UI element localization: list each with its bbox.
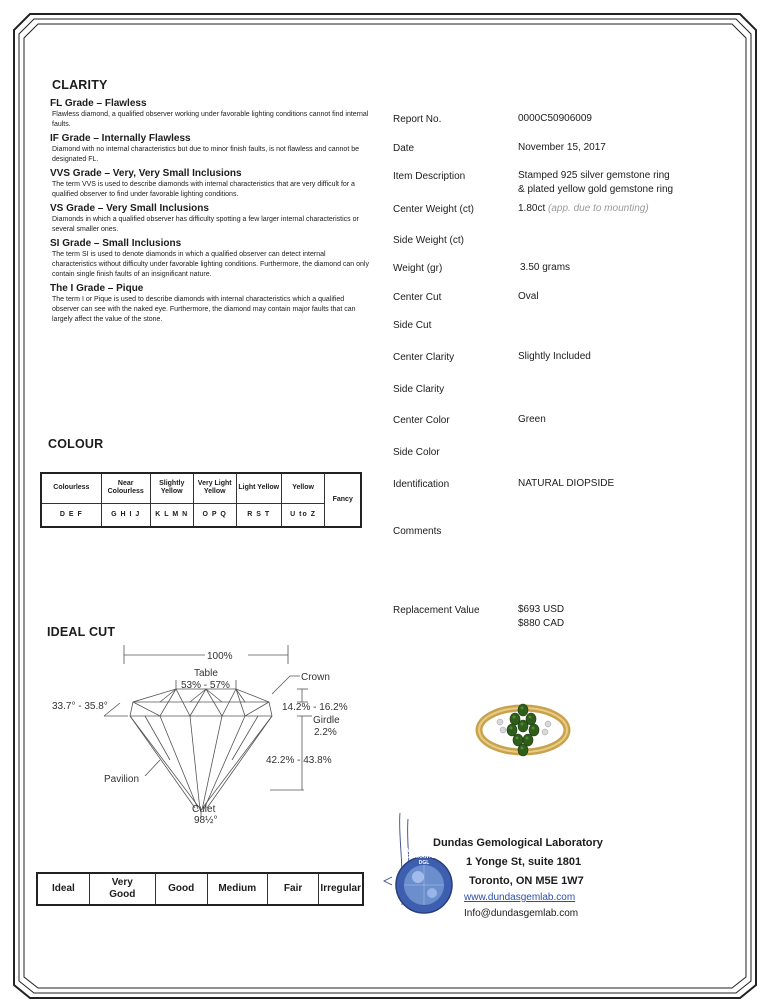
weight-label: Weight (gr): [393, 263, 443, 274]
colour-header-yellow: Yellow: [281, 473, 325, 503]
replacement-value-label: Replacement Value: [393, 605, 480, 616]
clarity-grade-i-title: The I Grade – Pique: [50, 283, 144, 294]
diagram-crown-height-label: 14.2% - 16.2%: [282, 702, 348, 713]
report-no-value: 0000C50906009: [518, 113, 592, 124]
diagram-width-label: 100%: [207, 651, 233, 662]
colour-header-colourless: Colourless: [41, 473, 101, 503]
center-weight-note: (app. due to mounting): [548, 203, 649, 214]
clarity-grade-vs-desc: Diamonds in which a qualified observer has difficulty spotting a few larger internal characteristics or several smaller ones.: [52, 216, 359, 233]
diagram-table-range-label: 53% - 57%: [181, 680, 230, 691]
date-label: Date: [393, 143, 415, 154]
diagram-crown-angle-label: 33.7° - 35.8°: [52, 701, 108, 712]
date-value: November 15, 2017: [518, 142, 606, 153]
colour-code-yellow: U to Z: [281, 503, 325, 527]
replacement-value-usd: $693 USD: [518, 604, 565, 615]
cut-grade-good: Good: [155, 873, 207, 905]
diagram-girdle-label: Girdle: [313, 715, 340, 726]
colour-code-near-colourless: G H I J: [101, 503, 150, 527]
diagram-culet-label: Culet: [192, 804, 216, 815]
item-description-label: Item Description: [393, 171, 466, 182]
clarity-grade-vvs-title: VVS Grade – Very, Very Small Inclusions: [50, 168, 242, 179]
center-clarity-label: Center Clarity: [393, 352, 455, 363]
center-weight-label: Center Weight (ct): [393, 204, 474, 215]
clarity-grade-fl-desc: Flawless diamond, a qualified observer working under favorable lighting conditions cannot find internal faults.: [52, 111, 369, 128]
side-weight-label: Side Weight (ct): [393, 235, 464, 246]
replacement-value-cad: $880 CAD: [518, 618, 565, 629]
cut-grade-ideal: Ideal: [37, 873, 89, 905]
colour-code-light-yellow: R S T: [236, 503, 281, 527]
clarity-grade-vvs-desc: The term VVS is used to describe diamonds with internal characteristics that are very difficult for a qualified observer to find under favorable lighting conditions.: [52, 181, 355, 198]
item-description-value-line2: & plated yellow gold gemstone ring: [518, 184, 674, 195]
lab-name: Dundas Gemological Laboratory: [433, 837, 603, 849]
diagram-culet-value-label: 98½°: [194, 815, 218, 826]
colour-header-light-yellow: Light Yellow: [236, 473, 281, 503]
side-cut-label: Side Cut: [393, 320, 432, 331]
clarity-grade-if-title: IF Grade – Internally Flawless: [50, 133, 191, 144]
colour-code-slightly-yellow: K L M N: [150, 503, 193, 527]
lab-website-link[interactable]: www.dundasgemlab.com: [464, 892, 576, 903]
item-description-value-line1: Stamped 925 silver gemstone ring: [518, 170, 670, 181]
colour-code-very-light-yellow: O P Q: [193, 503, 236, 527]
center-weight-value: 1.80ct: [518, 203, 546, 214]
comments-label: Comments: [393, 526, 442, 537]
colour-heading: COLOUR: [48, 437, 104, 451]
clarity-grade-if-desc: Diamond with no internal characteristics but due to minor finish faults, is not flawless and cannot be designated FL.: [52, 146, 359, 163]
diagram-pavilion-label: Pavilion: [104, 774, 140, 785]
cut-grade-medium: Medium: [207, 873, 267, 905]
colour-header-near-colourless: Near Colourless: [101, 473, 150, 503]
clarity-grade-i-desc: The term I or Pique is used to describe diamonds with internal characteristics which a qualified observer can see with the naked eye. Furthermore, the diamond may contain major faults that can largely affect the value of the stone.: [52, 296, 356, 323]
colour-header-slightly-yellow: Slightly Yellow: [150, 473, 193, 503]
center-cut-value: Oval: [518, 291, 539, 302]
cut-grade-very-good: Very Good: [89, 873, 155, 905]
side-clarity-label: Side Clarity: [393, 384, 445, 395]
cut-grade-irregular: Irregular: [319, 873, 363, 905]
center-color-label: Center Color: [393, 415, 450, 426]
cut-grade-fair: Fair: [267, 873, 319, 905]
colour-header-fancy: Fancy: [325, 473, 361, 527]
clarity-grade-vs-title: VS Grade – Very Small Inclusions: [50, 203, 209, 214]
colour-header-very-light-yellow: Very Light Yellow: [193, 473, 236, 503]
report-no-label: Report No.: [393, 114, 442, 125]
lab-seal-text: AUTHENTICITY GUARANTEED DGL: [405, 848, 443, 866]
center-cut-label: Center Cut: [393, 292, 442, 303]
diagram-table-label: Table: [194, 668, 218, 679]
clarity-heading: CLARITY: [52, 78, 108, 92]
ring-photo: [468, 690, 578, 770]
lab-address-line2: Toronto, ON M5E 1W7: [469, 875, 584, 887]
diagram-pavilion-depth-label: 42.2% - 43.8%: [266, 755, 332, 766]
lab-address-line1: 1 Yonge St, suite 1801: [466, 856, 582, 868]
clarity-grade-si-desc: The term SI is used to denote diamonds in which a qualified observer can detect internal characteristics without difficulty under favorable lighting conditions. Furthermore, the diamond can only contain single finish faults of an insignificant nature.: [52, 251, 369, 278]
clarity-grade-si-title: SI Grade – Small Inclusions: [50, 238, 182, 249]
colour-code-colourless: D E F: [41, 503, 101, 527]
diagram-girdle-value-label: 2.2%: [314, 727, 337, 738]
weight-value: 3.50 grams: [520, 262, 571, 273]
cut-grade-table: [36, 872, 364, 906]
center-clarity-value: Slightly Included: [518, 351, 591, 362]
side-color-label: Side Color: [393, 447, 440, 458]
lab-email: Info@dundasgemlab.com: [464, 908, 579, 919]
diagram-crown-label: Crown: [301, 672, 330, 683]
ideal-cut-heading: IDEAL CUT: [47, 625, 116, 639]
identification-label: Identification: [393, 479, 450, 490]
center-color-value: Green: [518, 414, 546, 425]
identification-value: NATURAL DIOPSIDE: [518, 478, 615, 489]
clarity-grade-fl-title: FL Grade – Flawless: [50, 98, 147, 109]
